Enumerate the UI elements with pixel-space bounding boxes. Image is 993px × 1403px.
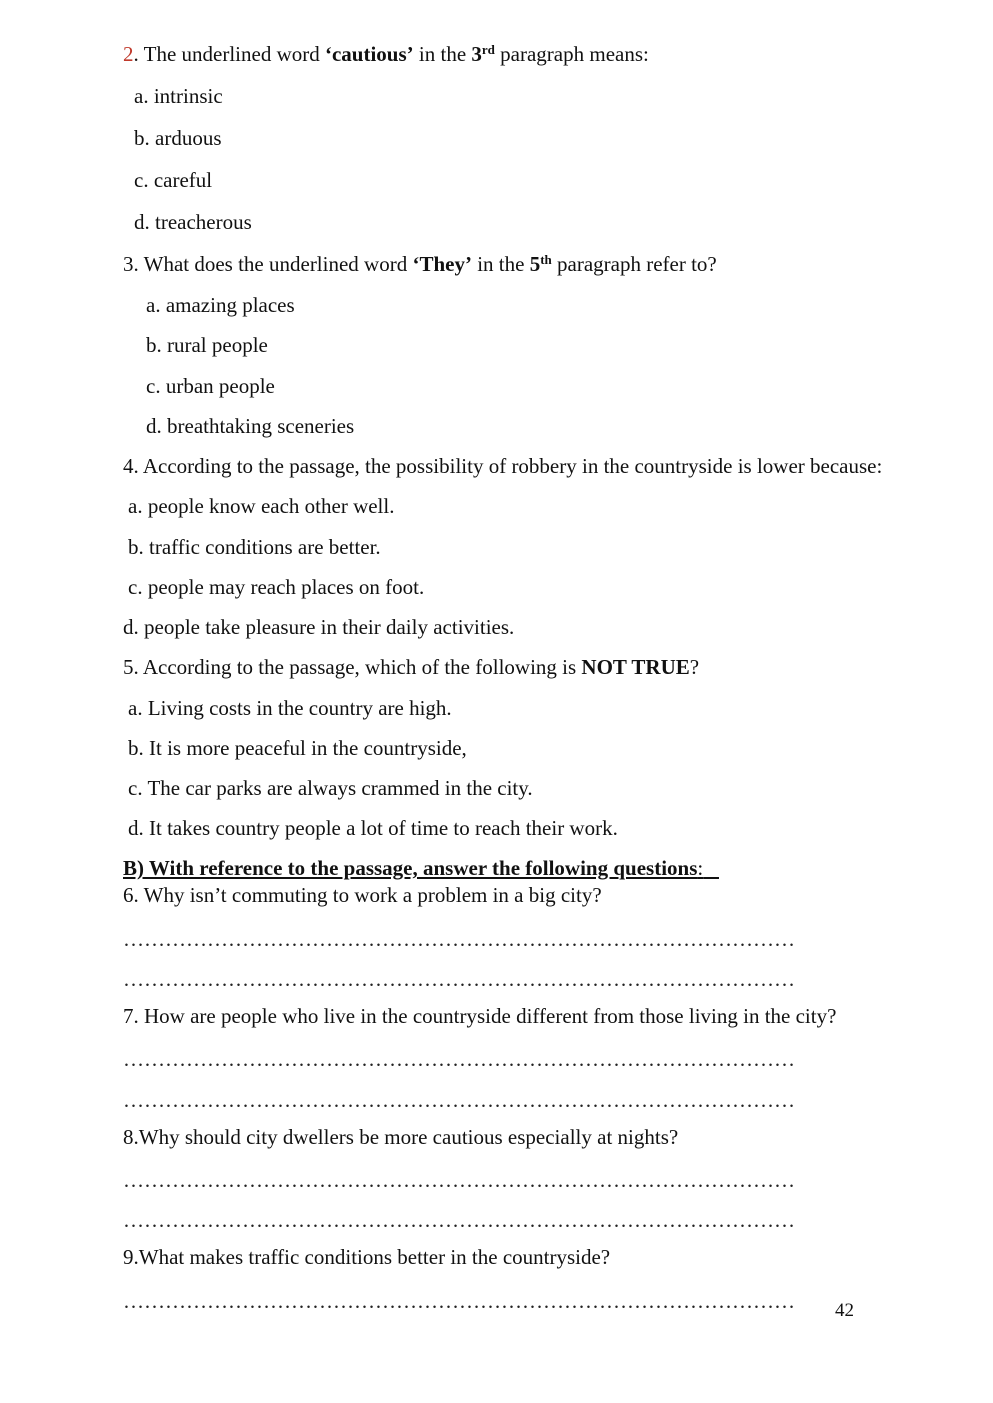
question-3-ordinal: 5 <box>529 252 541 276</box>
question-8: 8.Why should city dwellers be more cautious especially at nights? <box>123 1125 679 1149</box>
question-5-option-d: d. It takes country people a lot of time to reach their work. <box>128 816 618 840</box>
question-2-ordinal-suffix: rd <box>481 42 495 57</box>
question-5-text-post: ? <box>689 655 700 679</box>
question-5-emphasis: NOT TRUE <box>581 655 690 679</box>
question-3-option-c: c. urban people <box>146 374 275 398</box>
question-6: 6. Why isn’t commuting to work a problem in a big city? <box>123 883 602 907</box>
question-2-option-a: a. intrinsic <box>134 84 223 108</box>
question-3-option-b: b. rural people <box>146 333 268 357</box>
question-5-text-pre: 5. According to the passage, which of the following is <box>123 655 582 679</box>
answer-line-8b[interactable]: …………………………………………………………………………………… <box>123 1208 795 1232</box>
answer-line-7b[interactable]: …………………………………………………………………………………… <box>123 1088 795 1112</box>
section-b-heading <box>123 856 719 880</box>
question-2-ordinal: 3 <box>471 42 482 66</box>
page-number: 42 <box>835 1300 854 1321</box>
answer-line-6a[interactable]: …………………………………………………………………………………… <box>123 927 795 951</box>
question-4-option-a: a. people know each other well. <box>128 494 395 518</box>
question-4: 4. According to the passage, the possibility of robbery in the countryside is lower because: <box>123 454 883 478</box>
question-5-option-b: b. It is more peaceful in the countryside, <box>128 736 467 760</box>
question-2-text-post: paragraph means: <box>494 42 649 66</box>
question-2-text-pre: . The underlined word <box>133 42 325 66</box>
question-3-word: ‘They’ <box>412 252 472 276</box>
question-3-ordinal-suffix: th <box>540 252 552 267</box>
question-7: 7. How are people who live in the countryside different from those living in the city? <box>123 1004 837 1028</box>
answer-line-7a[interactable]: …………………………………………………………………………………… <box>123 1047 795 1071</box>
question-3-text-mid: in the <box>471 252 530 276</box>
question-2-option-b: b. arduous <box>134 126 222 150</box>
answer-line-8a[interactable]: …………………………………………………………………………………… <box>123 1168 795 1192</box>
question-3-option-d: d. breathtaking sceneries <box>146 414 355 438</box>
question-4-option-d: d. people take pleasure in their daily activities. <box>123 615 515 639</box>
section-b-heading-colon: : <box>697 856 704 880</box>
question-4-option-b: b. traffic conditions are better. <box>128 535 381 559</box>
question-5 <box>123 655 699 679</box>
question-2 <box>123 42 649 66</box>
question-5-option-a: a. Living costs in the country are high. <box>128 696 452 720</box>
question-2-text-mid: in the <box>413 42 472 66</box>
question-3-text-pre: 3. What does the underlined word <box>123 252 413 276</box>
answer-line-9a[interactable]: …………………………………………………………………………………… <box>123 1289 795 1313</box>
question-2-number: 2 <box>123 42 134 66</box>
question-2-word: ‘cautious’ <box>324 42 414 66</box>
question-4-option-c: c. people may reach places on foot. <box>128 575 425 599</box>
question-2-option-c: c. careful <box>134 168 213 192</box>
answer-line-6b[interactable]: …………………………………………………………………………………… <box>123 967 795 991</box>
question-3-text-post: paragraph refer to? <box>551 252 717 276</box>
question-9: 9.What makes traffic conditions better in the countryside? <box>123 1245 611 1269</box>
section-b-heading-text: B) With reference to the passage, answer the following questions <box>123 856 698 880</box>
question-2-option-d: d. treacherous <box>134 210 252 234</box>
question-5-option-c: c. The car parks are always crammed in the city. <box>128 776 533 800</box>
question-3 <box>123 252 717 276</box>
question-3-option-a: a. amazing places <box>146 293 295 317</box>
